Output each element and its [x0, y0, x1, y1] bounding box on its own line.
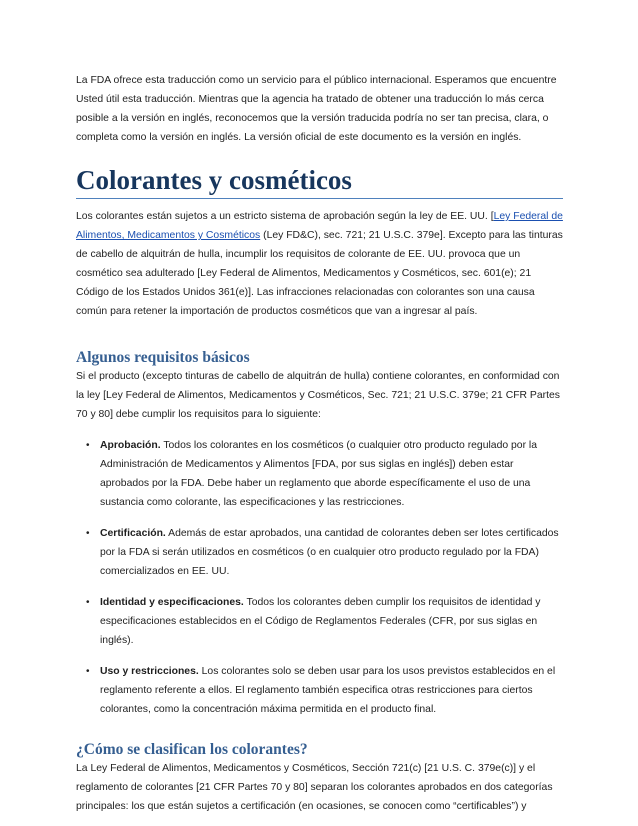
list-item	[76, 593, 563, 650]
requirement-text: Todos los colorantes deben cumplir los requisitos de identidad y especificaciones establecidos en el Código de Reglamentos Federales (CFR, por sus siglas en inglés).	[100, 597, 541, 646]
law-link[interactable]: Ley Federal de Alimentos, Medicamentos y Cosméticos	[76, 211, 563, 241]
bullet-icon: •	[86, 666, 90, 677]
requirement-term: Aprobación.	[100, 440, 161, 451]
requirement-text: Además de estar aprobados, una cantidad de colorantes deben ser lotes certificados por la FDA si serán utilizados en cosméticos (o en cualquier otro producto regulado por la FDA) comercializados en EE. UU.	[100, 528, 559, 577]
requirements-lead: Si el producto (excepto tinturas de cabello de alquitrán de hulla) contiene colorantes, en conformidad con la ley [Ley Federal de Alimentos, Medicamentos y Cosméticos, Sec. 721; 21 U.S.C. 379e; 21 CFR Partes 70 y 80] debe cumplir los requisitos para lo siguiente:	[76, 371, 560, 420]
section-heading-classification: ¿Cómo se clasifican los colorantes?	[76, 741, 308, 758]
section-heading-requirements: Algunos requisitos básicos	[76, 349, 250, 366]
intro-text-after: (Ley FD&C), sec. 721; 21 U.S.C. 379e]. Excepto para las tinturas de cabello de alquitrán de hulla, incumplir los requisitos de colorante de EE. UU. provoca que un cosmético sea adulterado [Ley Federal de Alimentos, Medicamentos y Cosméticos, sec. 601(e); 21 Código de los Estados Unidos 361(e)]. Las infracciones relacionadas con colorantes son una causa común para retener la importación de productos cosméticos que van a ingresar al país.	[76, 230, 563, 317]
requirement-term: Identidad y especificaciones.	[100, 597, 244, 608]
requirement-text: Todos los colorantes en los cosméticos (o cualquier otro producto regulado por la Administración de Medicamentos y Alimentos [FDA, por sus siglas en inglés]) deben estar aprobados por la FDA. Debe haber un reglamento que aborde específicamente el uso de una sustancia como colorante, las especificaciones y las restricciones.	[100, 440, 538, 508]
requirement-text: Los colorantes solo se deben usar para los usos previstos establecidos en el reglamento referente a ellos. El reglamento también especifica otras restricciones para ciertos colorantes, como la concentración máxima permitida en el producto final.	[100, 666, 556, 715]
bullet-icon: •	[86, 597, 90, 608]
bullet-icon: •	[86, 528, 90, 539]
classification-lead: La Ley Federal de Alimentos, Medicamentos y Cosméticos, Sección 721(c) [21 U.S. C. 379e(c)] y el reglamento de colorantes [21 CFR Partes 70 y 80] separan los colorantes aprobados en dos categorías principales: los que están sujetos a certificación (en ocasiones, se conocen como “certificables”) y	[76, 763, 553, 812]
list-item	[76, 436, 563, 512]
translation-disclaimer: La FDA ofrece esta traducción como un servicio para el público internacional. Esperamos que encuentre Usted útil esta traducción. Mientras que la agencia ha tratado de obtener una traducción lo más cerca posible a la versión en inglés, reconocemos que la versión traducida podría no ser tan precisa, clara, o completa como la versión en inglés. La versión oficial de este documento es la versión en inglés.	[76, 75, 557, 143]
list-item	[76, 662, 563, 719]
bullet-icon: •	[86, 440, 90, 451]
page-title: Colorantes y cosméticos	[76, 165, 563, 199]
requirement-term: Uso y restricciones.	[100, 666, 199, 677]
intro-paragraph	[76, 207, 563, 321]
intro-text-before: Los colorantes están sujetos a un estricto sistema de aprobación según la ley de EE. UU. [	[76, 211, 494, 222]
list-item	[76, 524, 563, 581]
requirements-list	[76, 436, 563, 719]
requirement-term: Certificación.	[100, 528, 166, 539]
